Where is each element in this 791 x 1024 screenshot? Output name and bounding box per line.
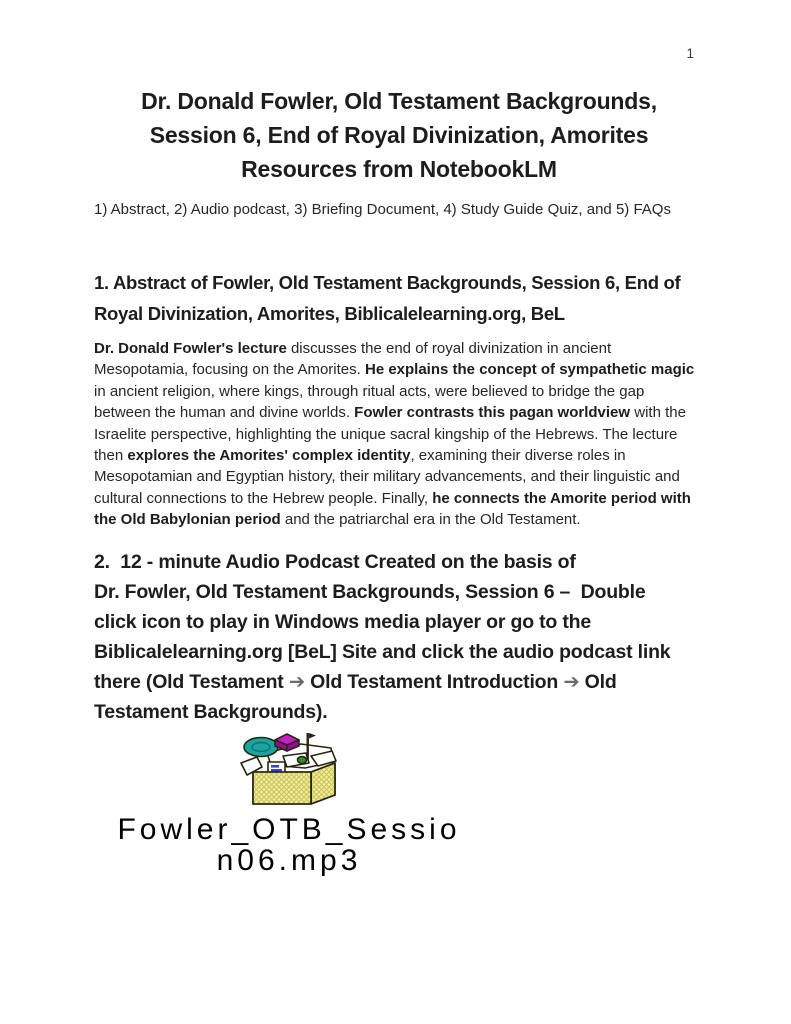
right-arrow-icon: ➔ xyxy=(563,670,580,693)
text-run: with the Israelite perspective, highlighting the unique sacral kingship of the Hebrews. The lecture then xyxy=(94,404,686,465)
text-run: in ancient religion, where kings, through ritual acts, were believed to bridge the gap between the human and divine worlds. xyxy=(94,382,645,422)
media-clip-icon[interactable] xyxy=(239,732,339,812)
abstract-paragraph xyxy=(94,338,700,531)
bold-text-run: Dr. Donald Fowler's lecture xyxy=(94,340,287,357)
text-run: , examining their diverse roles in Mesopotamian and Egyptian history, their military advancements, and their linguistic and cultural connections to the Hebrew people. Finally, xyxy=(94,447,680,507)
text-run: discusses the end of royal divinization in ancient Mesopotamia, focusing on the Amorites. xyxy=(94,340,612,379)
page-number: 1 xyxy=(686,46,694,61)
audio-attachment-object[interactable] xyxy=(94,732,484,876)
music-note-flag xyxy=(309,733,316,739)
bold-text-run: he connects the Amorite period with the Old Babylonian period xyxy=(94,489,691,529)
bold-text-run: explores the Amorites' complex identity xyxy=(127,447,411,465)
abstract-section-heading: 1. Abstract of Fowler, Old Testament Backgrounds, Session 6, End of Royal Divinization, Amorites, Biblicalelearning.org, BeL xyxy=(94,272,681,324)
cd-disc-shape xyxy=(244,737,278,756)
bold-text-run: He explains the concept of sympathetic magic xyxy=(364,361,695,379)
text-card-line xyxy=(271,765,279,768)
document-title: Dr. Donald Fowler, Old Testament Backgrounds, Session 6, End of Royal Divinization, Amorites Resources from NotebookLM xyxy=(141,88,657,182)
resource-list-line: 1) Abstract, 2) Audio podcast, 3) Briefing Document, 4) Study Guide Quiz, and 5) FAQs xyxy=(94,201,671,218)
right-arrow-icon: ➔ xyxy=(288,670,305,693)
music-note-head xyxy=(298,756,307,763)
text-run: Old xyxy=(579,670,617,693)
podcast-section-heading: 2. 12 - minute Audio Podcast Created on the basis of Dr. Fowler, Old Testament Backgrounds, Session 6 – Double click icon to play in Windows media player or go to the Biblicalelearning.org [BeL] Site and click the audio podcast link there (Old Testament ➔ Old Testament Introduction ➔ Old Testament Backgrounds). xyxy=(94,550,671,723)
box-front-hatch xyxy=(253,772,311,804)
box-side-hatch xyxy=(311,763,335,804)
attachment-filename: Fowler_OTB_Sessio n06.mp3 xyxy=(117,812,461,877)
text-run: and the patriarchal era in the Old Testament. xyxy=(280,511,581,529)
text-run: Old Testament Introduction xyxy=(304,670,564,693)
text-run: there (Old Testament xyxy=(94,670,289,693)
bold-text-run: Fowler contrasts this pagan worldview xyxy=(354,404,631,422)
